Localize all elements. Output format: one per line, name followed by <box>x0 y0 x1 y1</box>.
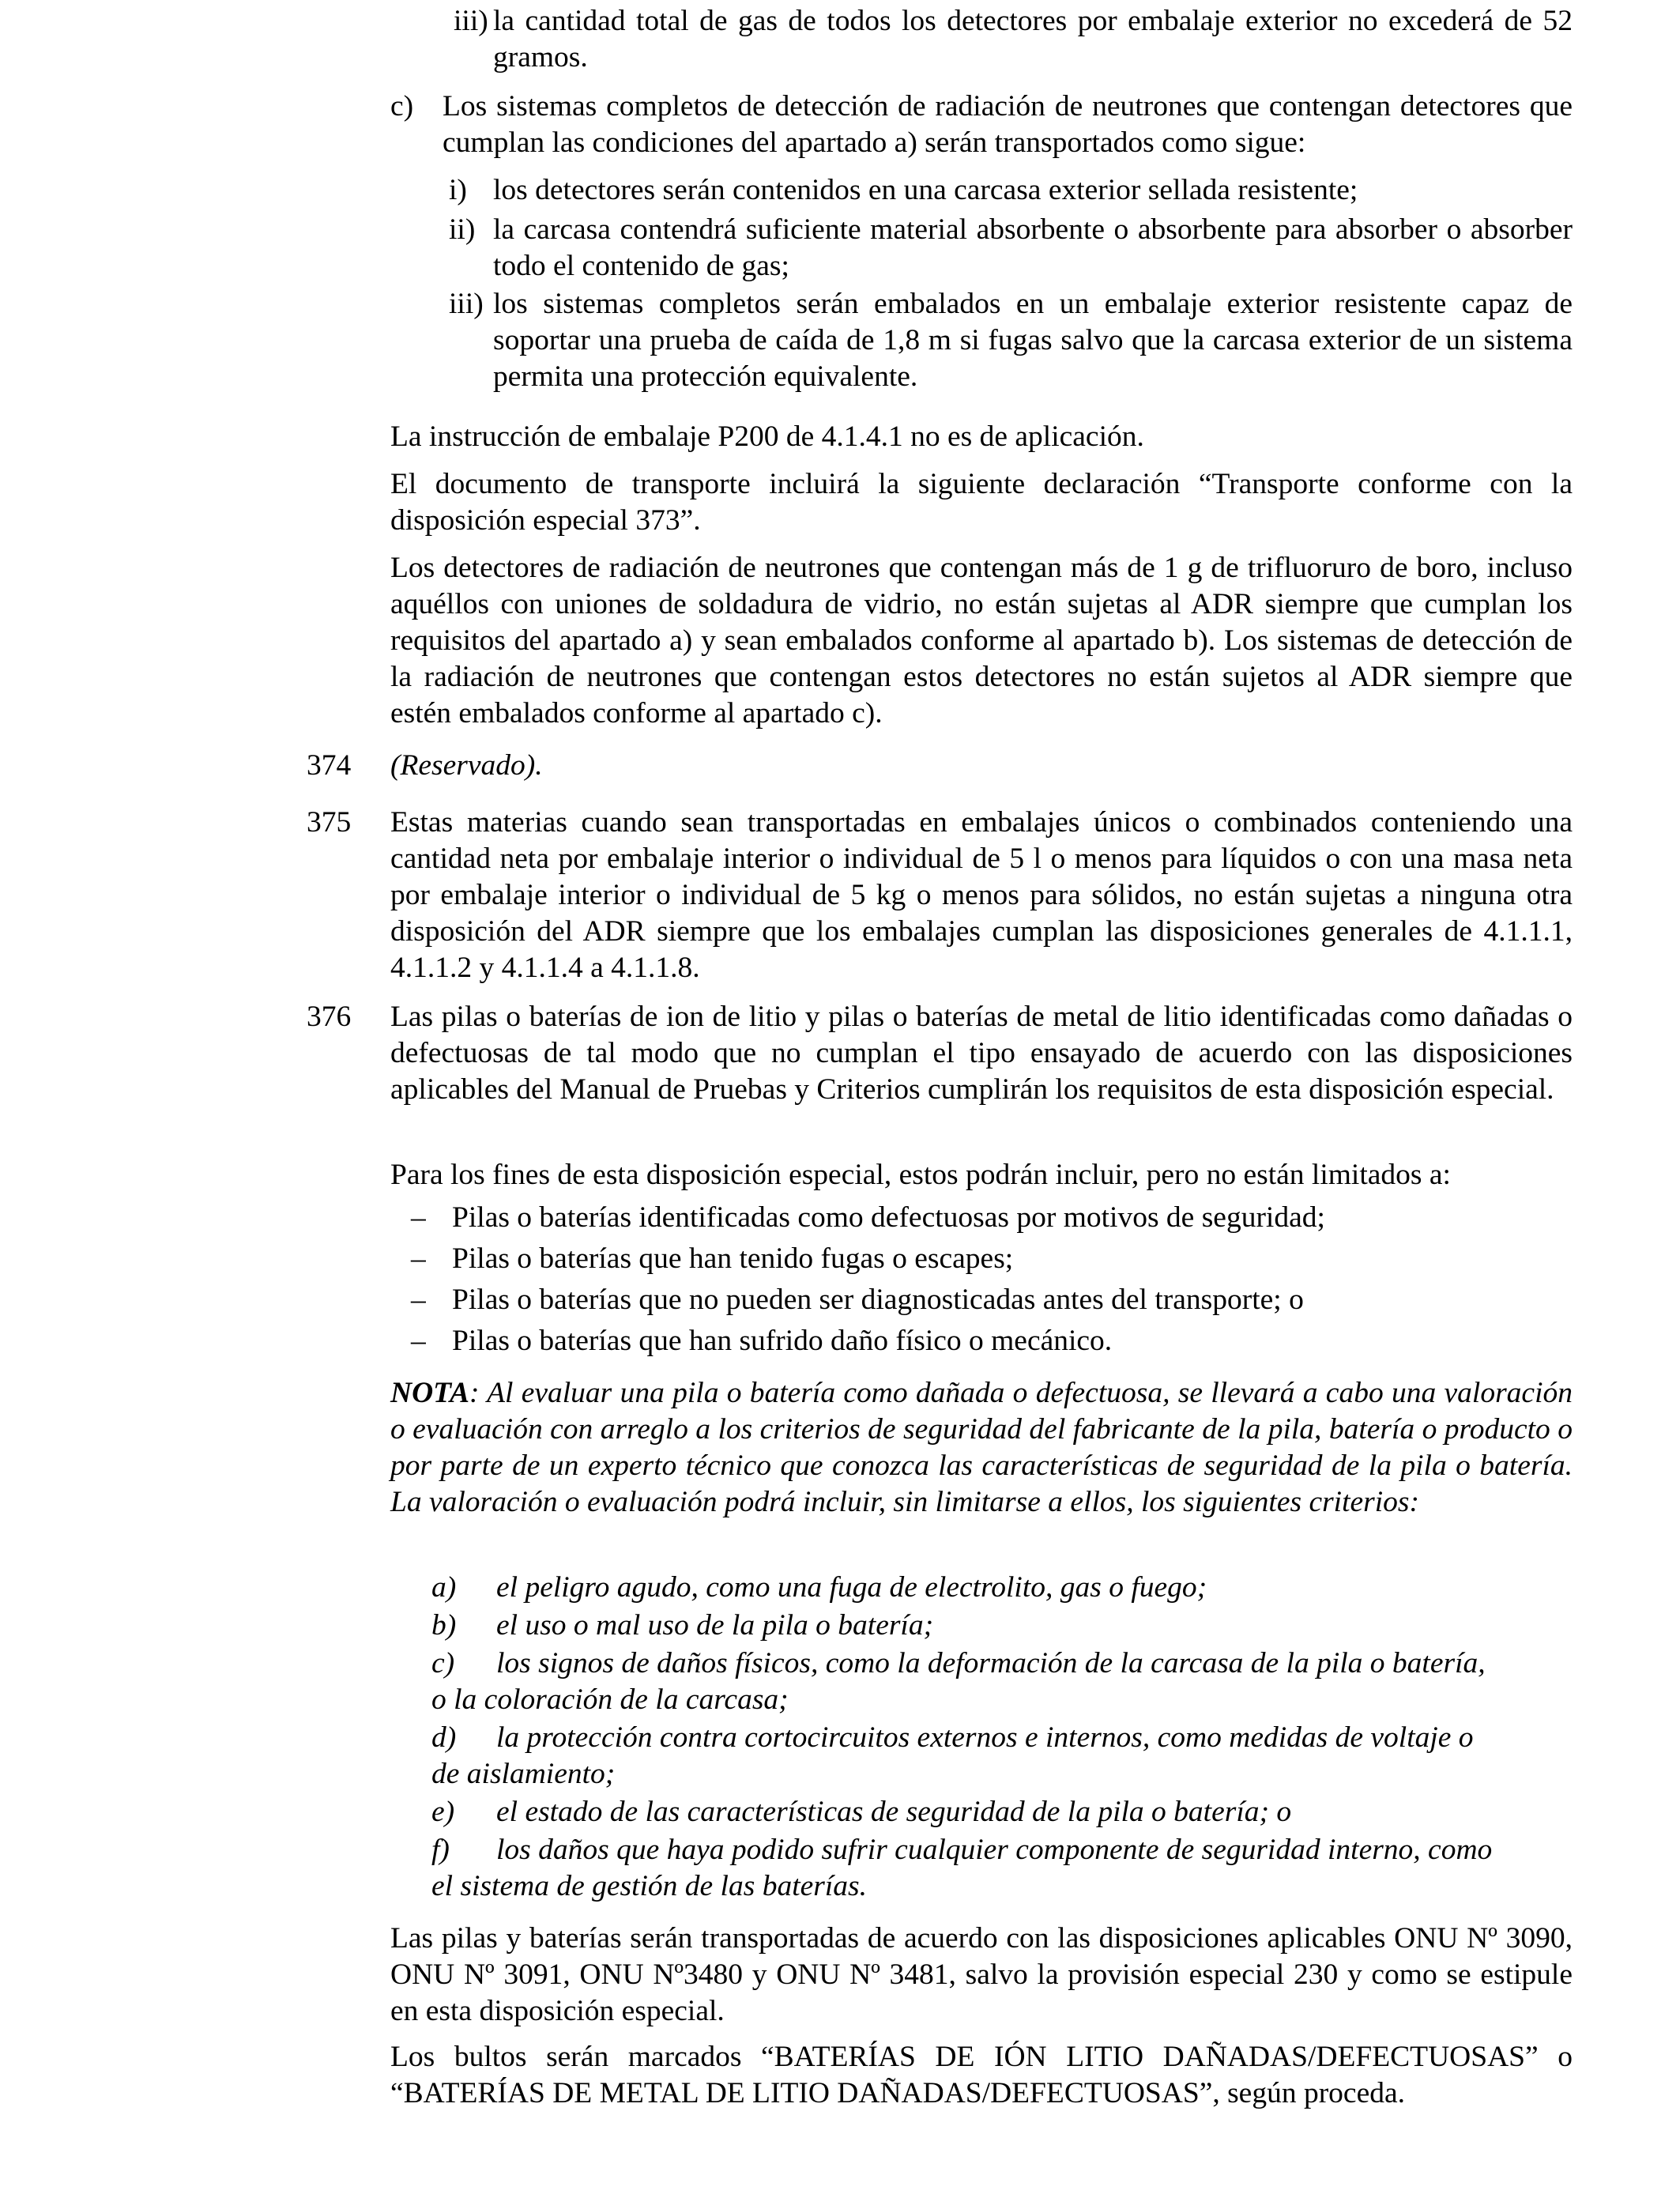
dash-bullet-1: – <box>411 1201 426 1234</box>
note-item-cont-c: o la coloración de la carcasa; <box>431 1683 789 1716</box>
note-item-text-c: los signos de daños físicos, como la deformación de la carcasa de la pila o batería, <box>496 1647 1486 1679</box>
note-item-label-e: e) <box>431 1796 455 1828</box>
dash-bullet-2: – <box>411 1242 426 1275</box>
note-item-text-e: el estado de las características de seguridad de la pila o batería; o <box>496 1796 1292 1828</box>
note-item-label-c: c) <box>431 1647 455 1679</box>
subitem-text-ii: la carcasa contendrá suficiente material absorbente o absorbente para absorber o absorber todo el contenido de gas; <box>493 213 1573 282</box>
provision-number-375: 375 <box>307 806 352 839</box>
paragraph-transport-document: El documento de transporte incluirá la siguiente declaración “Transporte conforme con la disposición especial 373”. <box>390 468 1573 537</box>
dash-item-2: Pilas o baterías que han tenido fugas o escapes; <box>452 1242 1014 1275</box>
subitem-text-i: los detectores serán contenidos en una carcasa exterior sellada resistente; <box>493 174 1358 206</box>
dash-item-3: Pilas o baterías que no pueden ser diagnosticadas antes del transporte; o <box>452 1284 1304 1316</box>
note-item-label-b: b) <box>431 1609 457 1642</box>
note-label: NOTA <box>390 1377 470 1409</box>
paragraph-package-marking: Los bultos serán marcados “BATERÍAS DE IÓN LITIO DAÑADAS/DEFECTUOSAS” o “BATERÍAS DE METAL DE LITIO DAÑADAS/DEFECTUOSAS”, según proceda. <box>390 2041 1573 2109</box>
item-text-iii-top <box>493 3 1573 76</box>
item-text-iii-top-content: la cantidad total de gas de todos los detectores por embalaje exterior no excederá de 52 gramos. <box>493 5 1573 74</box>
provision-number-374: 374 <box>307 749 352 782</box>
note-item-text-a: el peligro agudo, como una fuga de electrolito, gas o fuego; <box>496 1571 1207 1604</box>
provision-text-376: Las pilas o baterías de ion de litio y pilas o baterías de metal de litio identificadas como dañadas o defectuosas de tal modo que no cumplan el tipo ensayado de acuerdo con las disposiciones aplicables del Manual de Pruebas y Criterios cumplirán los requisitos de esta disposición especial. <box>390 1001 1573 1106</box>
note-item-text-b: el uso o mal uso de la pila o batería; <box>496 1609 934 1642</box>
item-label-iii-top: iii) <box>454 5 488 37</box>
dash-item-4: Pilas o baterías que han sufrido daño físico o mecánico. <box>452 1325 1113 1357</box>
provision-text-374: (Reservado). <box>390 749 543 782</box>
note-item-label-a: a) <box>431 1571 457 1604</box>
dash-bullet-4: – <box>411 1325 426 1357</box>
provision-text-375: Estas materias cuando sean transportadas en embalajes únicos o combinados conteniendo una cantidad neta por embalaje interior o individual de 5 l o menos para líquidos o con una masa neta por embalaje interior o individual de 5 kg o menos para sólidos, no están sujetas a ninguna otra disposición del ADR siempre que los embalajes cumplan las disposiciones generales de 4.1.1.1, 4.1.1.2 y 4.1.1.4 a 4.1.1.8. <box>390 806 1573 984</box>
subitem-text-iii: los sistemas completos serán embalados en un embalaje exterior resistente capaz de soportar una prueba de caída de 1,8 m si fugas salvo que la carcasa exterior de un sistema permita una protección equivalente. <box>493 288 1573 393</box>
subitem-label-ii: ii) <box>449 213 476 246</box>
item-label-c: c) <box>390 90 414 123</box>
subitem-label-i: i) <box>449 174 467 206</box>
paragraph-p200: La instrucción de embalaje P200 de 4.1.4.1 no es de aplicación. <box>390 420 1144 453</box>
paragraph-neutron-detectors: Los detectores de radiación de neutrones que contengan más de 1 g de trifluoruro de boro, incluso aquéllos con uniones de soldadura de vidrio, no están sujetas al ADR siempre que cumplan los requisitos del apartado a) y sean embalados conforme al apartado b). Los sistemas de detección de la radiación de neutrones que contengan estos detectores no están sujetos al ADR siempre que estén embalados conforme al apartado c). <box>390 552 1573 729</box>
note-text: : Al evaluar una pila o batería como dañada o defectuosa, se llevará a cabo una valoración o evaluación con arreglo a los criterios de seguridad del fabricante de la pila, batería o producto o por parte de un experto técnico que conozca las características de seguridad de la pila o batería. La valoración o evaluación podrá incluir, sin limitarse a ellos, los siguientes criterios: <box>390 1377 1573 1518</box>
note-item-text-d: la protección contra cortocircuitos externos e internos, como medidas de voltaje o <box>496 1721 1474 1754</box>
note-item-label-f: f) <box>431 1834 450 1866</box>
paragraph-376-intro: Para los fines de esta disposición especial, estos podrán incluir, pero no están limitados a: <box>390 1159 1451 1191</box>
note-item-label-d: d) <box>431 1721 457 1754</box>
provision-number-376: 376 <box>307 1001 352 1033</box>
item-text-c: Los sistemas completos de detección de radiación de neutrones que contengan detectores que cumplan las condiciones del apartado a) serán transportados como sigue: <box>443 90 1573 159</box>
dash-bullet-3: – <box>411 1284 426 1316</box>
note-item-text-f: los daños que haya podido sufrir cualquier componente de seguridad interno, como <box>496 1834 1493 1866</box>
dash-item-1: Pilas o baterías identificadas como defectuosas por motivos de seguridad; <box>452 1201 1325 1234</box>
paragraph-un-numbers: Las pilas y baterías serán transportadas de acuerdo con las disposiciones aplicables ONU Nº 3090, ONU Nº 3091, ONU Nº3480 y ONU Nº 3481, salvo la provisión especial 230 y como se estipule en esta disposición especial. <box>390 1922 1573 2027</box>
note-paragraph <box>390 1375 1573 1521</box>
note-item-cont-f: el sistema de gestión de las baterías. <box>431 1870 867 1902</box>
note-item-cont-d: de aislamiento; <box>431 1758 616 1790</box>
subitem-label-iii: iii) <box>449 288 484 320</box>
